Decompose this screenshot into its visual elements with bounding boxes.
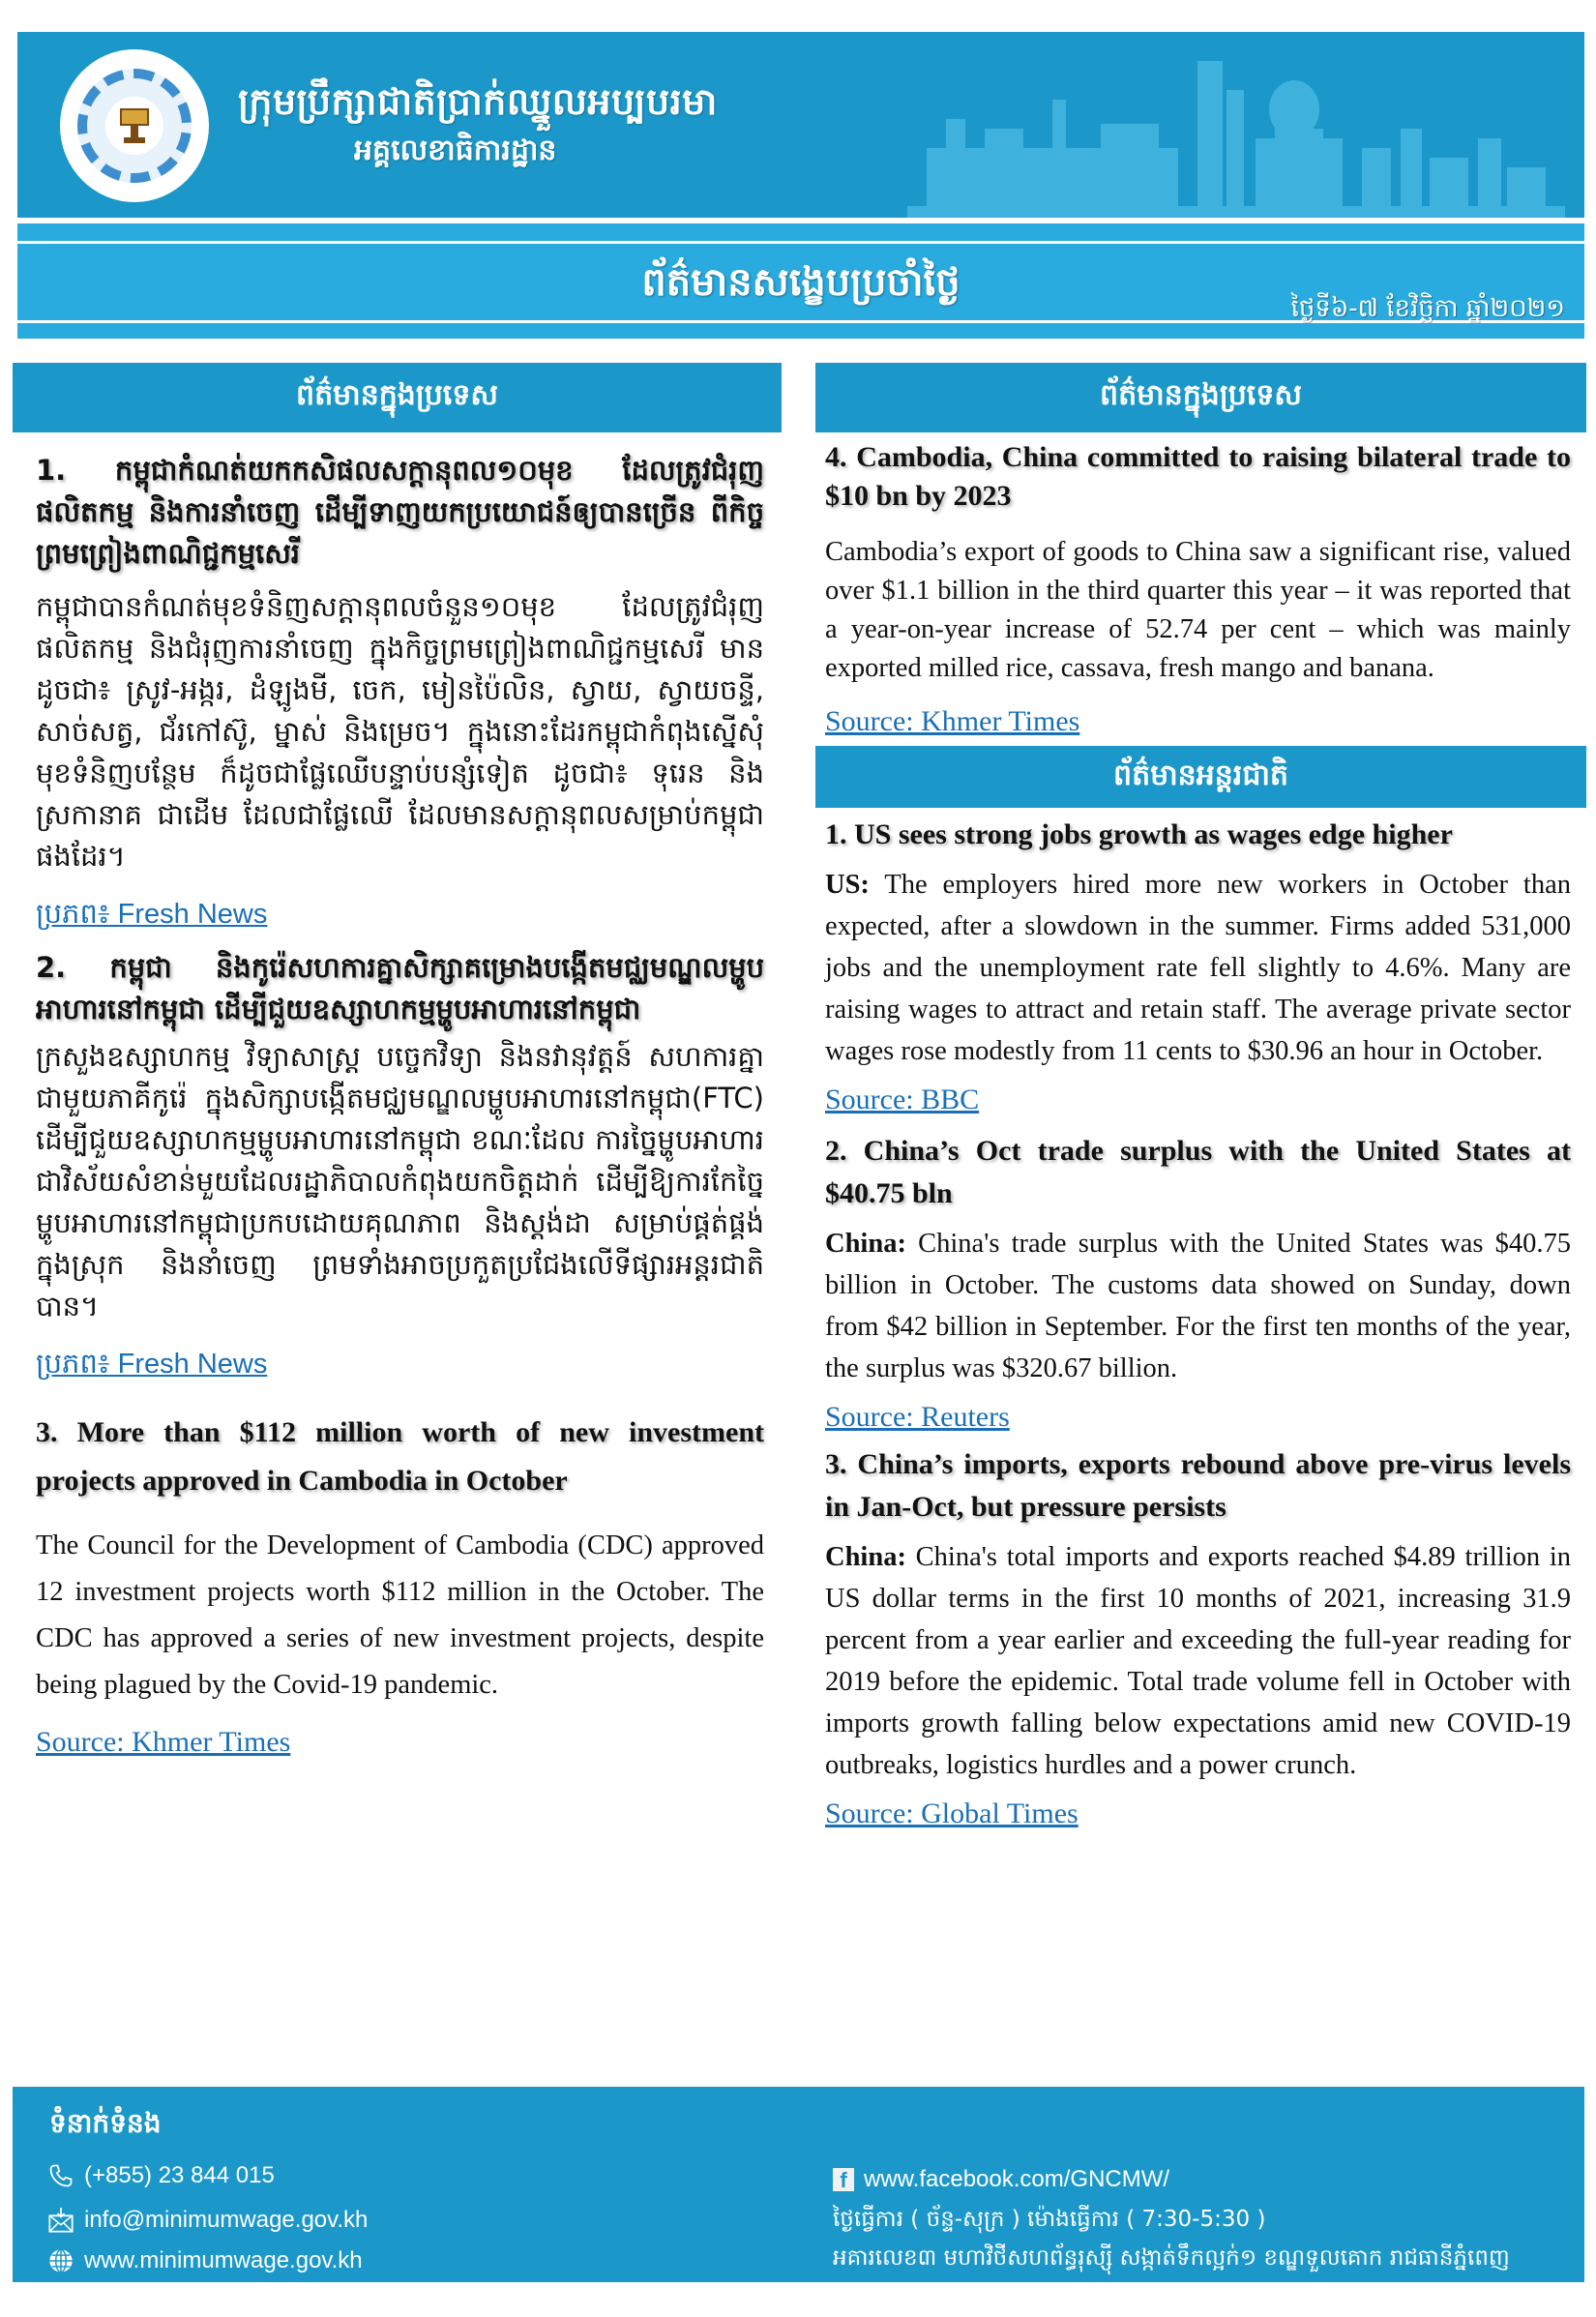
article-text: The employers hired more new workers in October than expected, after a slowdown in the summer. Firms added 531,000 jobs and the unemployment rate fell slightly to 4.6%. Many are raising wages to attract and retain staff. The average private sector wages rose modestly from 11 cents to $30.96 an hour in October. xyxy=(825,870,1571,1066)
article-international-2 xyxy=(815,1130,1586,1434)
article-domestic-2 xyxy=(13,947,782,1387)
article-international-3 xyxy=(815,1443,1586,1830)
article-headline: 1. កម្ពុជាកំណត់យកកសិផលសក្តានុពល១០មុខ ដែលត្រូវជំរុញផលិតកម្ម និងការនាំចេញ ដើម្បីទាញយកប្រយោជន៍ឲ្យបានច្រើន ពីកិច្ចព្រមព្រៀងពាណិជ្ជកម្មសេរី xyxy=(36,454,764,570)
ministry-seal-logo xyxy=(60,49,209,202)
article-text: China's total imports and exports reached $4.89 trillion in US dollar terms in the first 10 months of 2021, increasing 31.9 percent from a year earlier and exceeding the full-year reading for 2019 before the epidemic. Total trade volume fell in October with imports growth falling below expectations amid new COVID-19 outbreaks, logistics hurdles and a power crunch. xyxy=(825,1542,1571,1780)
article-domestic-3 xyxy=(13,1409,782,1759)
globe-icon xyxy=(47,2247,74,2274)
article-body xyxy=(825,1536,1571,1786)
article-source-link[interactable]: ប្រភព៖ Fresh News xyxy=(36,1349,268,1380)
title-strip-bottom xyxy=(17,323,1584,339)
trophy-icon xyxy=(120,108,149,143)
article-source-link[interactable]: Source: BBC xyxy=(825,1084,980,1115)
issue-date: ថ្ងៃទី៦-៧ ខែវិច្ឆិកា ឆ្នាំ២០២១ xyxy=(1290,294,1565,323)
article-headline: 2. China’s Oct trade surplus with the United States at $40.75 bln xyxy=(825,1135,1571,1209)
contact-facebook xyxy=(833,2166,1169,2193)
section-header-international: ព័ត៌មានអន្តរជាតិ xyxy=(815,746,1586,808)
newsletter-title: ព័ត៌មានសង្ខេបប្រចាំថ្ងៃ xyxy=(641,260,961,305)
facebook-link[interactable]: www.facebook.com/GNCMW/ xyxy=(864,2166,1170,2192)
article-source-link[interactable]: Source: Khmer Times xyxy=(36,1726,291,1758)
header-banner xyxy=(17,32,1584,218)
seal-ring xyxy=(77,69,192,183)
organization-name: ក្រុមប្រឹក្សាជាតិប្រាក់ឈ្នួលអប្បបរមា xyxy=(238,80,718,123)
article-source-link[interactable]: ប្រភព៖ Fresh News xyxy=(36,899,268,930)
contact-email xyxy=(47,2207,368,2234)
article-headline: 3. China’s imports, exports rebound above pre-virus levels in Jan-Oct, but pressure persists xyxy=(825,1448,1571,1523)
phone-number: (+855) 23 844 015 xyxy=(84,2162,275,2188)
section-header-domestic: ព័ត៌មានក្នុងប្រទេស xyxy=(815,363,1586,432)
article-headline: 3. More than $112 million worth of new investment projects approved in Cambodia in October xyxy=(36,1416,764,1497)
website-link[interactable]: www.minimumwage.gov.kh xyxy=(84,2247,363,2273)
facebook-icon: f xyxy=(833,2168,854,2191)
title-strip-top xyxy=(17,223,1584,241)
article-source-link[interactable]: Source: Khmer Times xyxy=(825,705,1080,737)
article-headline: 2. កម្ពុជា និងកូរ៉េសហការគ្នាសិក្សាគម្រោងបង្កើតមជ្ឈមណ្ឌលម្ហូបអាហារនៅកម្ពុជា ដើម្បីជួយឧស្សាហកម្មម្ហូបអាហារនៅកម្ពុជា xyxy=(36,951,764,1025)
city-port-illustration xyxy=(907,32,1565,218)
contact-phone xyxy=(47,2162,275,2189)
contact-title: ទំនាក់ទំនង xyxy=(49,2107,162,2139)
article-text: China's trade surplus with the United States was $40.75 billion in October. The customs data showed on Sunday, down from $42 billion in September. For the first ten months of the year, the surplus was $320.67 billion. xyxy=(825,1229,1571,1383)
article-body: Cambodia’s export of goods to China saw a significant rise, valued over $1.1 billion in the third quarter this year – it was reported that a year-on-year increase of 52.74 per cent – which was mainly exported milled rice, cassava, fresh mango and banana. xyxy=(825,537,1571,683)
article-domestic-1 xyxy=(13,450,782,937)
right-column xyxy=(815,363,1586,1830)
article-domestic-4 xyxy=(815,438,1586,738)
organization-subtitle: អគ្គលេខាធិការដ្ឋាន xyxy=(354,134,557,167)
section-header-domestic: ព័ត៌មានក្នុងប្រទេស xyxy=(13,363,782,432)
article-body: ក្រសួងឧស្សាហកម្ម វិទ្យាសាស្ត្រ បច្ចេកវិទ្យា និងនវានុវត្តន៍ សហការគ្នាជាមួយភាគីកូរ៉េ ក្នុងសិក្សាបង្កើតមជ្ឈមណ្ឌលម្ហូបអាហារនៅកម្ពុជា(FTC) ដើម្បីជួយឧស្សាហកម្មម្ហូបអាហារនៅកម្ពុជា ខណៈដែល ការច្នៃម្ហូបអាហារ ជាវិស័យសំខាន់មួយដែលរដ្ឋាភិបាលកំពុងយកចិត្តដាក់ ដើម្បីឱ្យការកែច្នៃម្ហូបអាហារនៅកម្ពុជាប្រកបដោយគុណភាព និងស្តង់ដា សម្រាប់ផ្គត់ផ្គង់ក្នុងស្រុក និងនាំចេញ ព្រមទាំងអាចប្រកួតប្រជែងលើទីផ្សារអន្តរជាតិបាន។ xyxy=(36,1040,764,1322)
article-body: The Council for the Development of Cambodia (CDC) approved 12 investment projects worth $112 million in the October. The CDC has approved a series of new investment projects, despite being plagued by the Covid-19 pandemic. xyxy=(36,1530,764,1700)
email-icon xyxy=(47,2207,74,2234)
article-international-1 xyxy=(815,814,1586,1116)
article-lead: China: xyxy=(825,1542,906,1572)
contact-website xyxy=(47,2247,363,2274)
office-address: អគារលេខ៣ មហាវិថីសហព័ន្ធរុស្ស៊ី សង្កាត់ទឹកល្អក់១ ខណ្ឌទួលគោក រាជធានីភ្នំពេញ xyxy=(833,2245,1510,2271)
office-hours: ថ្ងៃធ្វើការ ( ច័ន្ទ-សុក្រ ) ម៉ោងធ្វើការ ( 7:30-5:30 ) xyxy=(833,2207,1266,2232)
article-body xyxy=(825,1223,1571,1389)
article-body: កម្ពុជាបានកំណត់មុខទំនិញសក្តានុពលចំនួន១០មុខ ដែលត្រូវជំរុញផលិតកម្ម និងជំរុញការនាំចេញ ក្នុងកិច្ចព្រមព្រៀងពាណិជ្ជកម្មសេរី មានដូចជា៖ ស្រូវ-អង្ករ, ដំឡូងមី, ចេក, មៀនប៉ៃលិន, ស្វាយ, ស្វាយចន្ទី, សាច់សត្វ, ជ័រកៅស៊ូ, ម្នាស់ និងម្រេច។ ក្នុងនោះដែរកម្ពុជាកំពុងស្នើសុំមុខទំនិញបន្ថែម ក៏ដូចជាផ្លែឈើបន្ទាប់បន្សំទៀត ដូចជា៖ ទុរេន និងស្រកានាគ ជាដើម ដែលជាផ្លែឈើ ដែលមានសក្តានុពលសម្រាប់កម្ពុជាផងដែរ។ xyxy=(36,590,764,873)
title-band xyxy=(17,244,1584,323)
contact-footer xyxy=(13,2087,1584,2282)
article-body xyxy=(825,864,1571,1072)
article-source-link[interactable]: Source: Global Times xyxy=(825,1797,1079,1829)
seal-core xyxy=(105,97,163,155)
article-lead: US: xyxy=(825,870,870,900)
phone-icon xyxy=(47,2162,74,2189)
email-link[interactable]: info@minimumwage.gov.kh xyxy=(84,2207,369,2233)
article-lead: China: xyxy=(825,1229,906,1259)
article-source-link[interactable]: Source: Reuters xyxy=(825,1401,1010,1433)
article-headline: 1. US sees strong jobs growth as wages edge higher xyxy=(825,818,1453,850)
article-headline: 4. Cambodia, China committed to raising bilateral trade to $10 bn by 2023 xyxy=(825,441,1571,512)
left-column xyxy=(13,363,782,1759)
